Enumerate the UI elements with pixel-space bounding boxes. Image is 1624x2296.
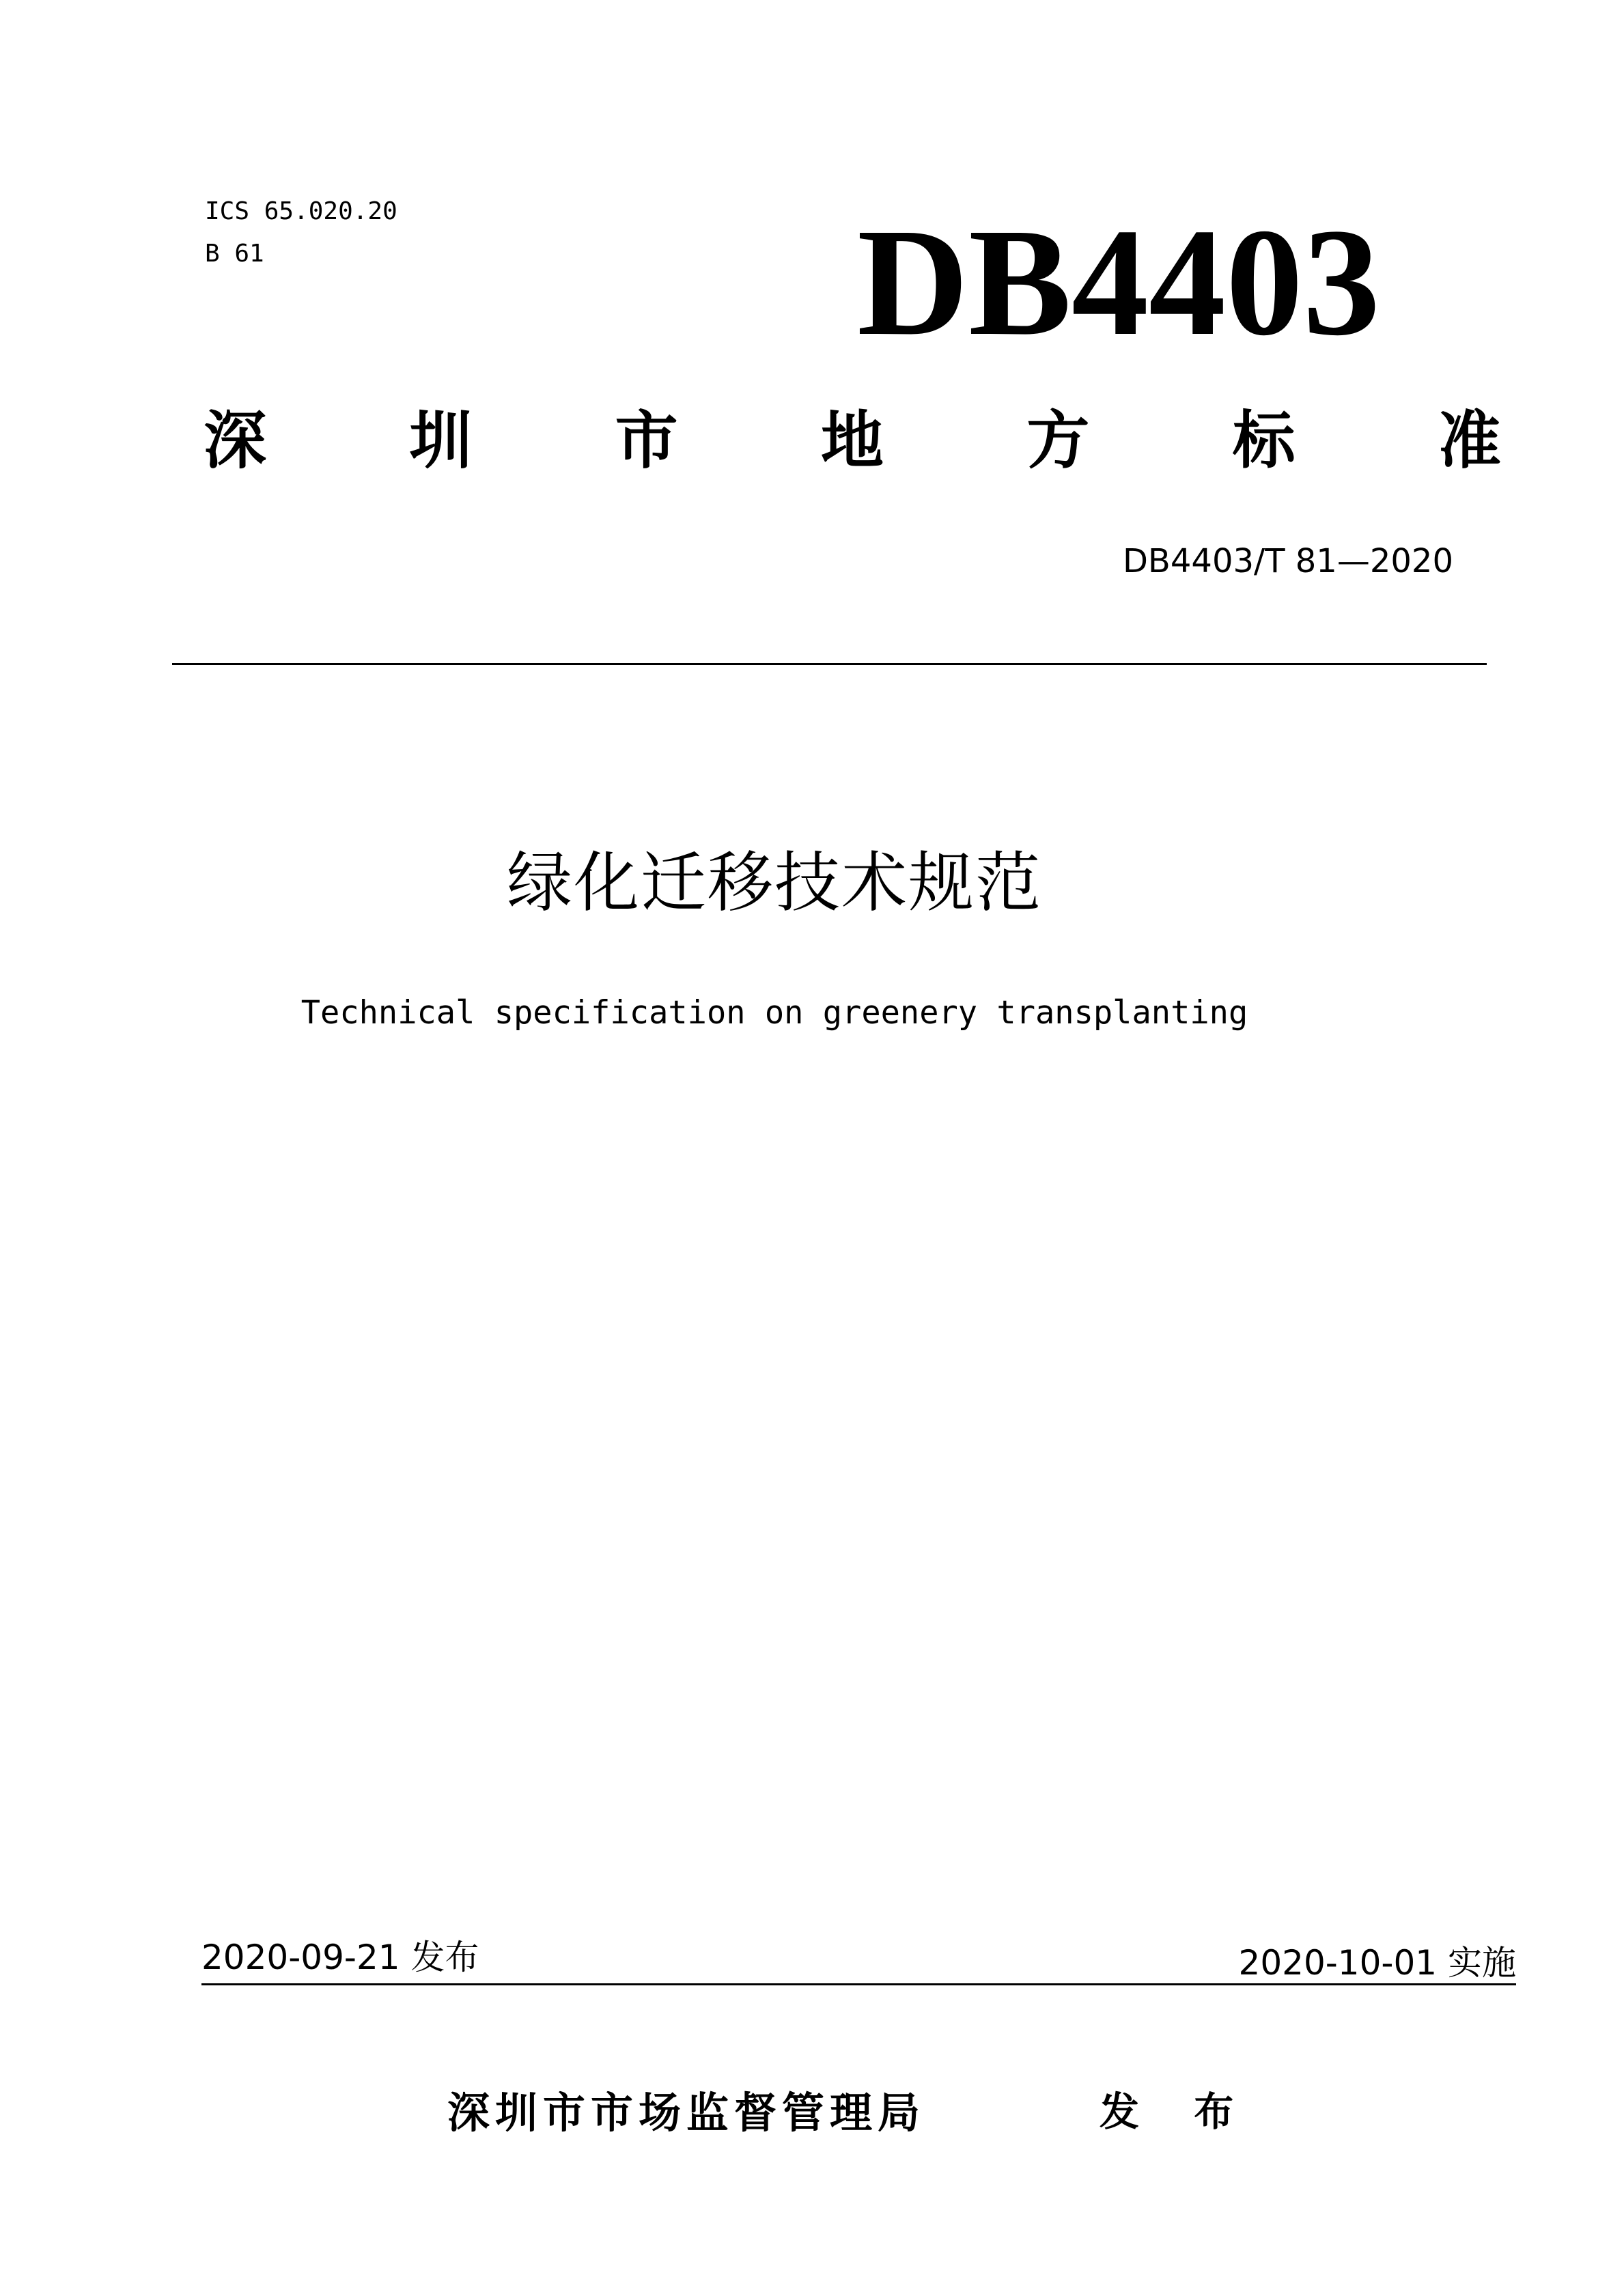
- standard-type-char: 深: [204, 404, 267, 477]
- ccs-code: B 61: [205, 240, 264, 268]
- standard-code-logo: DB4403: [857, 197, 1380, 367]
- standard-type-char: 标: [1232, 404, 1296, 477]
- publish-date: 2020-09-21 发布: [201, 1938, 479, 1977]
- standard-type-char: 地: [820, 404, 884, 477]
- bottom-divider: [201, 1983, 1516, 1985]
- standard-type-char: 圳: [409, 404, 473, 477]
- standard-type-char: 准: [1438, 404, 1501, 477]
- ics-code: ICS 65.020.20: [205, 197, 397, 225]
- implement-date: 2020-10-01 实施: [1238, 1943, 1516, 1983]
- standard-type-title: [204, 404, 1501, 477]
- standard-type-char: 市: [615, 404, 678, 477]
- document-title-cn: 绿化迁移技术规范: [507, 845, 1042, 921]
- document-title-en: Technical specification on greenery transplanting: [300, 994, 1248, 1032]
- standard-number: DB4403/T 81—2020: [1122, 542, 1453, 580]
- standard-type-char: 方: [1026, 404, 1090, 477]
- issue-label: 发 布: [1100, 2088, 1255, 2135]
- issuing-authority: 深圳市市场监督管理局: [447, 2088, 926, 2138]
- top-divider: [172, 663, 1487, 665]
